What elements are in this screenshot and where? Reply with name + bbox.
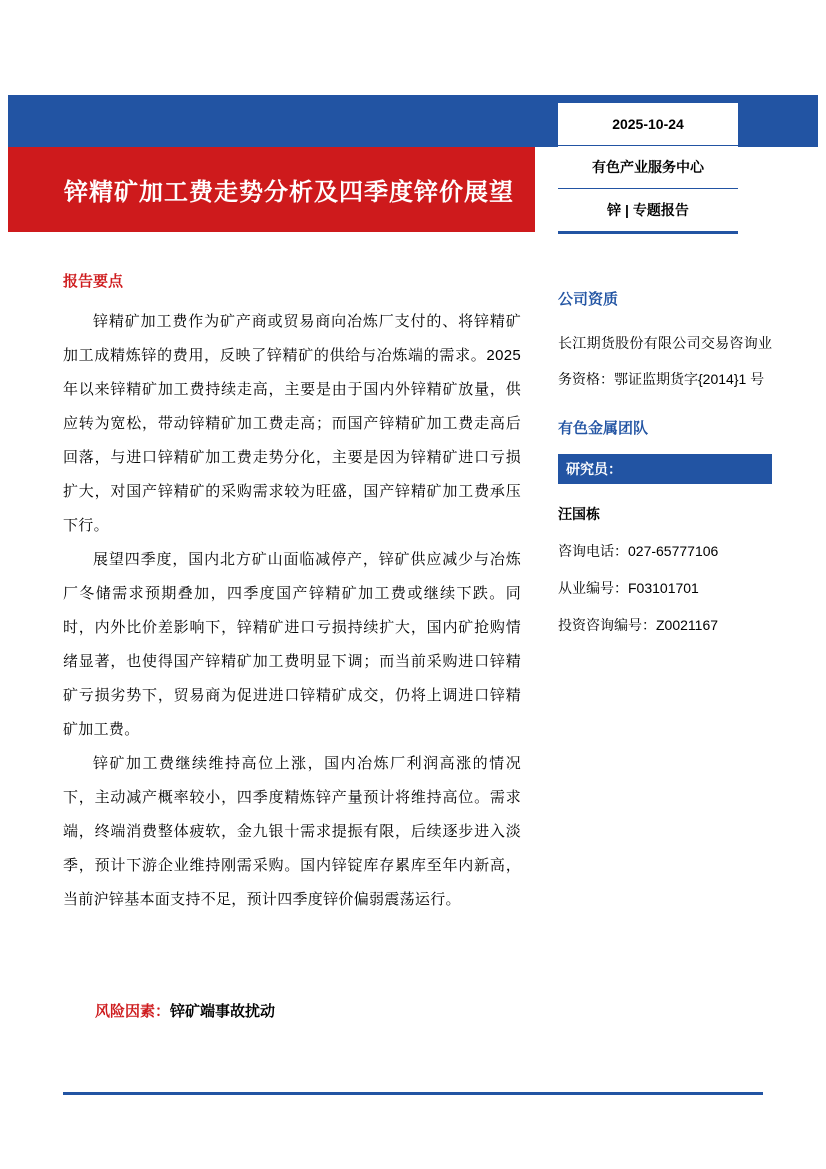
summary-paragraph: 展望四季度，国内北方矿山面临减停产，锌矿供应减少与冶炼厂冬储需求预期叠加，四季度国产锌精矿加工费或继续下跌。同时，内外比价差影响下，锌精矿进口亏损持续扩大，国内矿抢购情绪显著，也使得国产锌精矿加工费明显下调；而当前采购进口锌精矿亏损劣势下，贸易商为促进进口锌精矿成交，仍将上调进口锌精矿加工费。: [63, 551, 521, 738]
qualification-title: 公司资质: [558, 291, 619, 308]
researcher-phone: 咨询电话：027-65777106: [558, 543, 719, 559]
header-red-band: [8, 147, 535, 232]
researcher-label-bar: 研究员：: [558, 454, 772, 484]
report-summary-column: [63, 270, 521, 917]
risk-factors-text: 锌矿端事故扰动: [170, 1003, 276, 1020]
page-title: 锌精矿加工费走势分析及四季度锌价展望: [64, 179, 514, 206]
qualification-text: 长江期货股份有限公司交易咨询业务资格：鄂证监期货字{2014}1 号: [558, 335, 772, 387]
team-title: 有色金属团队: [558, 420, 649, 437]
researcher-name: 汪国栋: [558, 506, 600, 522]
risk-factors-label: 风险因素：: [95, 1003, 171, 1020]
company-info-sidebar: [558, 288, 772, 652]
summary-paragraph: 锌精矿加工费作为矿产商或贸易商向冶炼厂支付的、将锌精矿加工成精炼锌的费用，反映了锌精矿的供给与冶炼端的需求。2025 年以来锌精矿加工费持续走高，主要是由于国内外锌精矿放量，供应转为宽松，带动锌精矿加工费走高；而国产锌精矿加工费走高后回落，与进口锌精矿加工费走势分化，主要是因为锌精矿进口亏损扩大，对国产锌精矿的采购需求较为旺盛，国产锌精矿加工费承压下行。: [63, 313, 521, 534]
risk-factors-line: [95, 1000, 275, 1021]
practice-number: 从业编号：F03101701: [558, 580, 699, 596]
footer-divider: [63, 1092, 763, 1095]
department-name: 有色产业服务中心: [558, 145, 738, 188]
report-date: 2025-10-24: [612, 116, 684, 132]
summary-section-title: 报告要点: [63, 273, 124, 290]
summary-paragraph: 锌矿加工费继续维持高位上涨，国内冶炼厂利润高涨的情况下，主动减产概率较小，四季度精炼锌产量预计将维持高位。需求端，终端消费整体疲软，金九银十需求提振有限，后续逐步进入淡季，预计下游企业维持刚需采购。国内锌锭库存累库至年内新高，当前沪锌基本面支持不足，预计四季度锌价偏弱震荡运行。: [63, 755, 521, 908]
header-info-box: [558, 100, 738, 234]
report-type: 锌 | 专题报告: [558, 188, 738, 231]
advisor-number: 投资咨询编号：Z0021167: [558, 617, 719, 633]
